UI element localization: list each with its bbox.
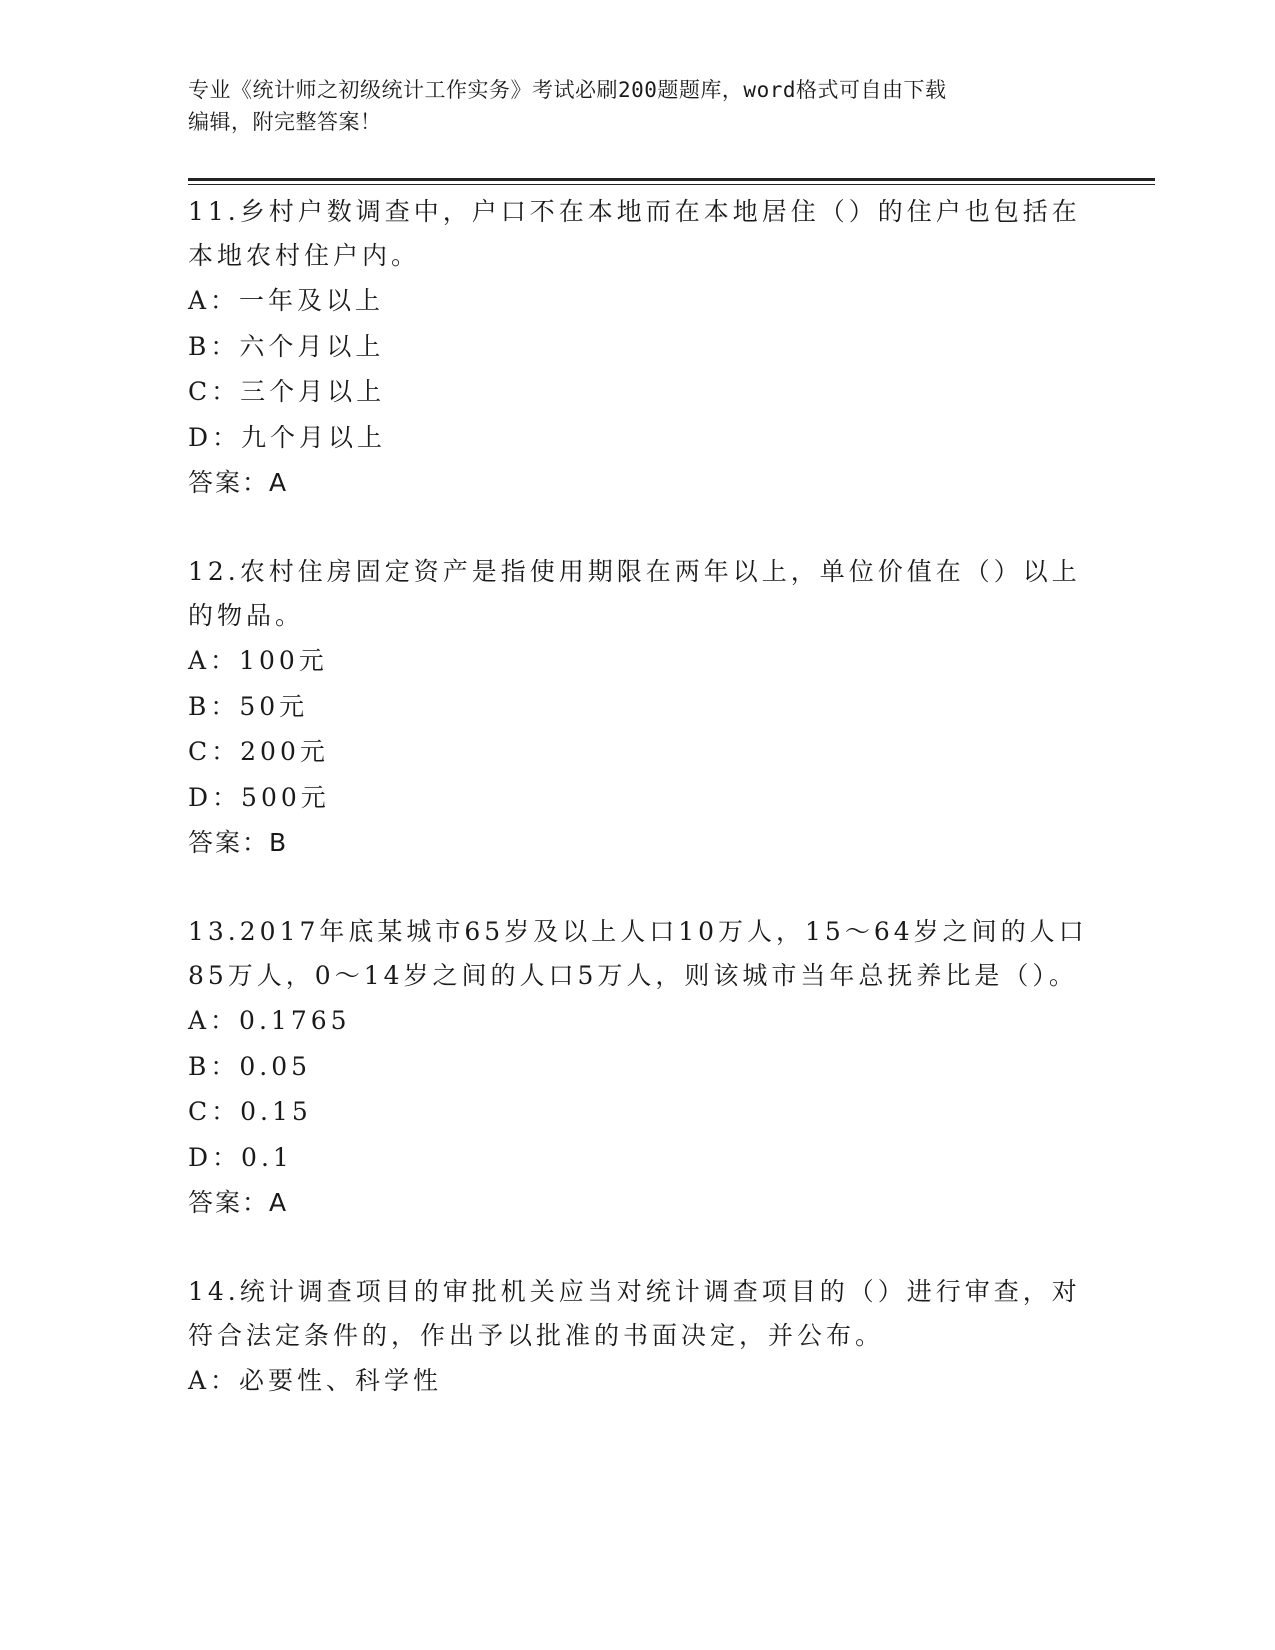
question-list	[188, 190, 1088, 1448]
option-d: D：500元	[188, 782, 330, 812]
answer-line: 答案：A	[188, 468, 289, 497]
option-b: B：六个月以上	[188, 331, 385, 361]
option-c: C：200元	[188, 737, 329, 766]
question-14	[188, 1270, 1088, 1404]
header-line-1: 专业《统计师之初级统计工作实务》考试必刷200题题库，word格式可自由下载	[188, 78, 947, 102]
question-text: 14.统计调查项目的审批机关应当对统计调查项目的（）进行审查，对符合法定条件的，作出予以批准的书面决定，并公布。	[188, 1277, 1081, 1350]
option-d: D：0.1	[188, 1142, 293, 1172]
question-12	[188, 550, 1088, 866]
question-text: 12.农村住房固定资产是指使用期限在两年以上，单位价值在（）以上的物品。	[188, 557, 1081, 630]
option-a: A：0.1765	[188, 1006, 351, 1035]
option-a: A：100元	[188, 646, 328, 675]
header-divider-thin	[188, 184, 1155, 185]
option-c: C：0.15	[188, 1097, 312, 1126]
option-d: D：九个月以上	[188, 422, 387, 452]
option-a: A：一年及以上	[188, 286, 385, 315]
question-text: 13.2017年底某城市65岁及以上人口10万人，15～64岁之间的人口85万人，0～14岁之间的人口5万人，则该城市当年总抚养比是（）。	[188, 917, 1088, 990]
document-header	[188, 74, 1088, 138]
option-b: B：0.05	[188, 1051, 312, 1081]
option-a: A：必要性、科学性	[188, 1366, 443, 1395]
question-13	[188, 910, 1088, 1226]
option-b: B：50元	[188, 691, 309, 721]
header-line-2: 编辑，附完整答案！	[188, 110, 382, 134]
question-11	[188, 190, 1088, 506]
answer-line: 答案：A	[188, 1188, 289, 1217]
question-text: 11.乡村户数调查中，户口不在本地而在本地居住（）的住户也包括在本地农村住户内。	[188, 197, 1081, 270]
answer-line: 答案：B	[188, 828, 289, 857]
option-c: C：三个月以上	[188, 377, 386, 406]
header-divider-thick	[188, 178, 1155, 181]
